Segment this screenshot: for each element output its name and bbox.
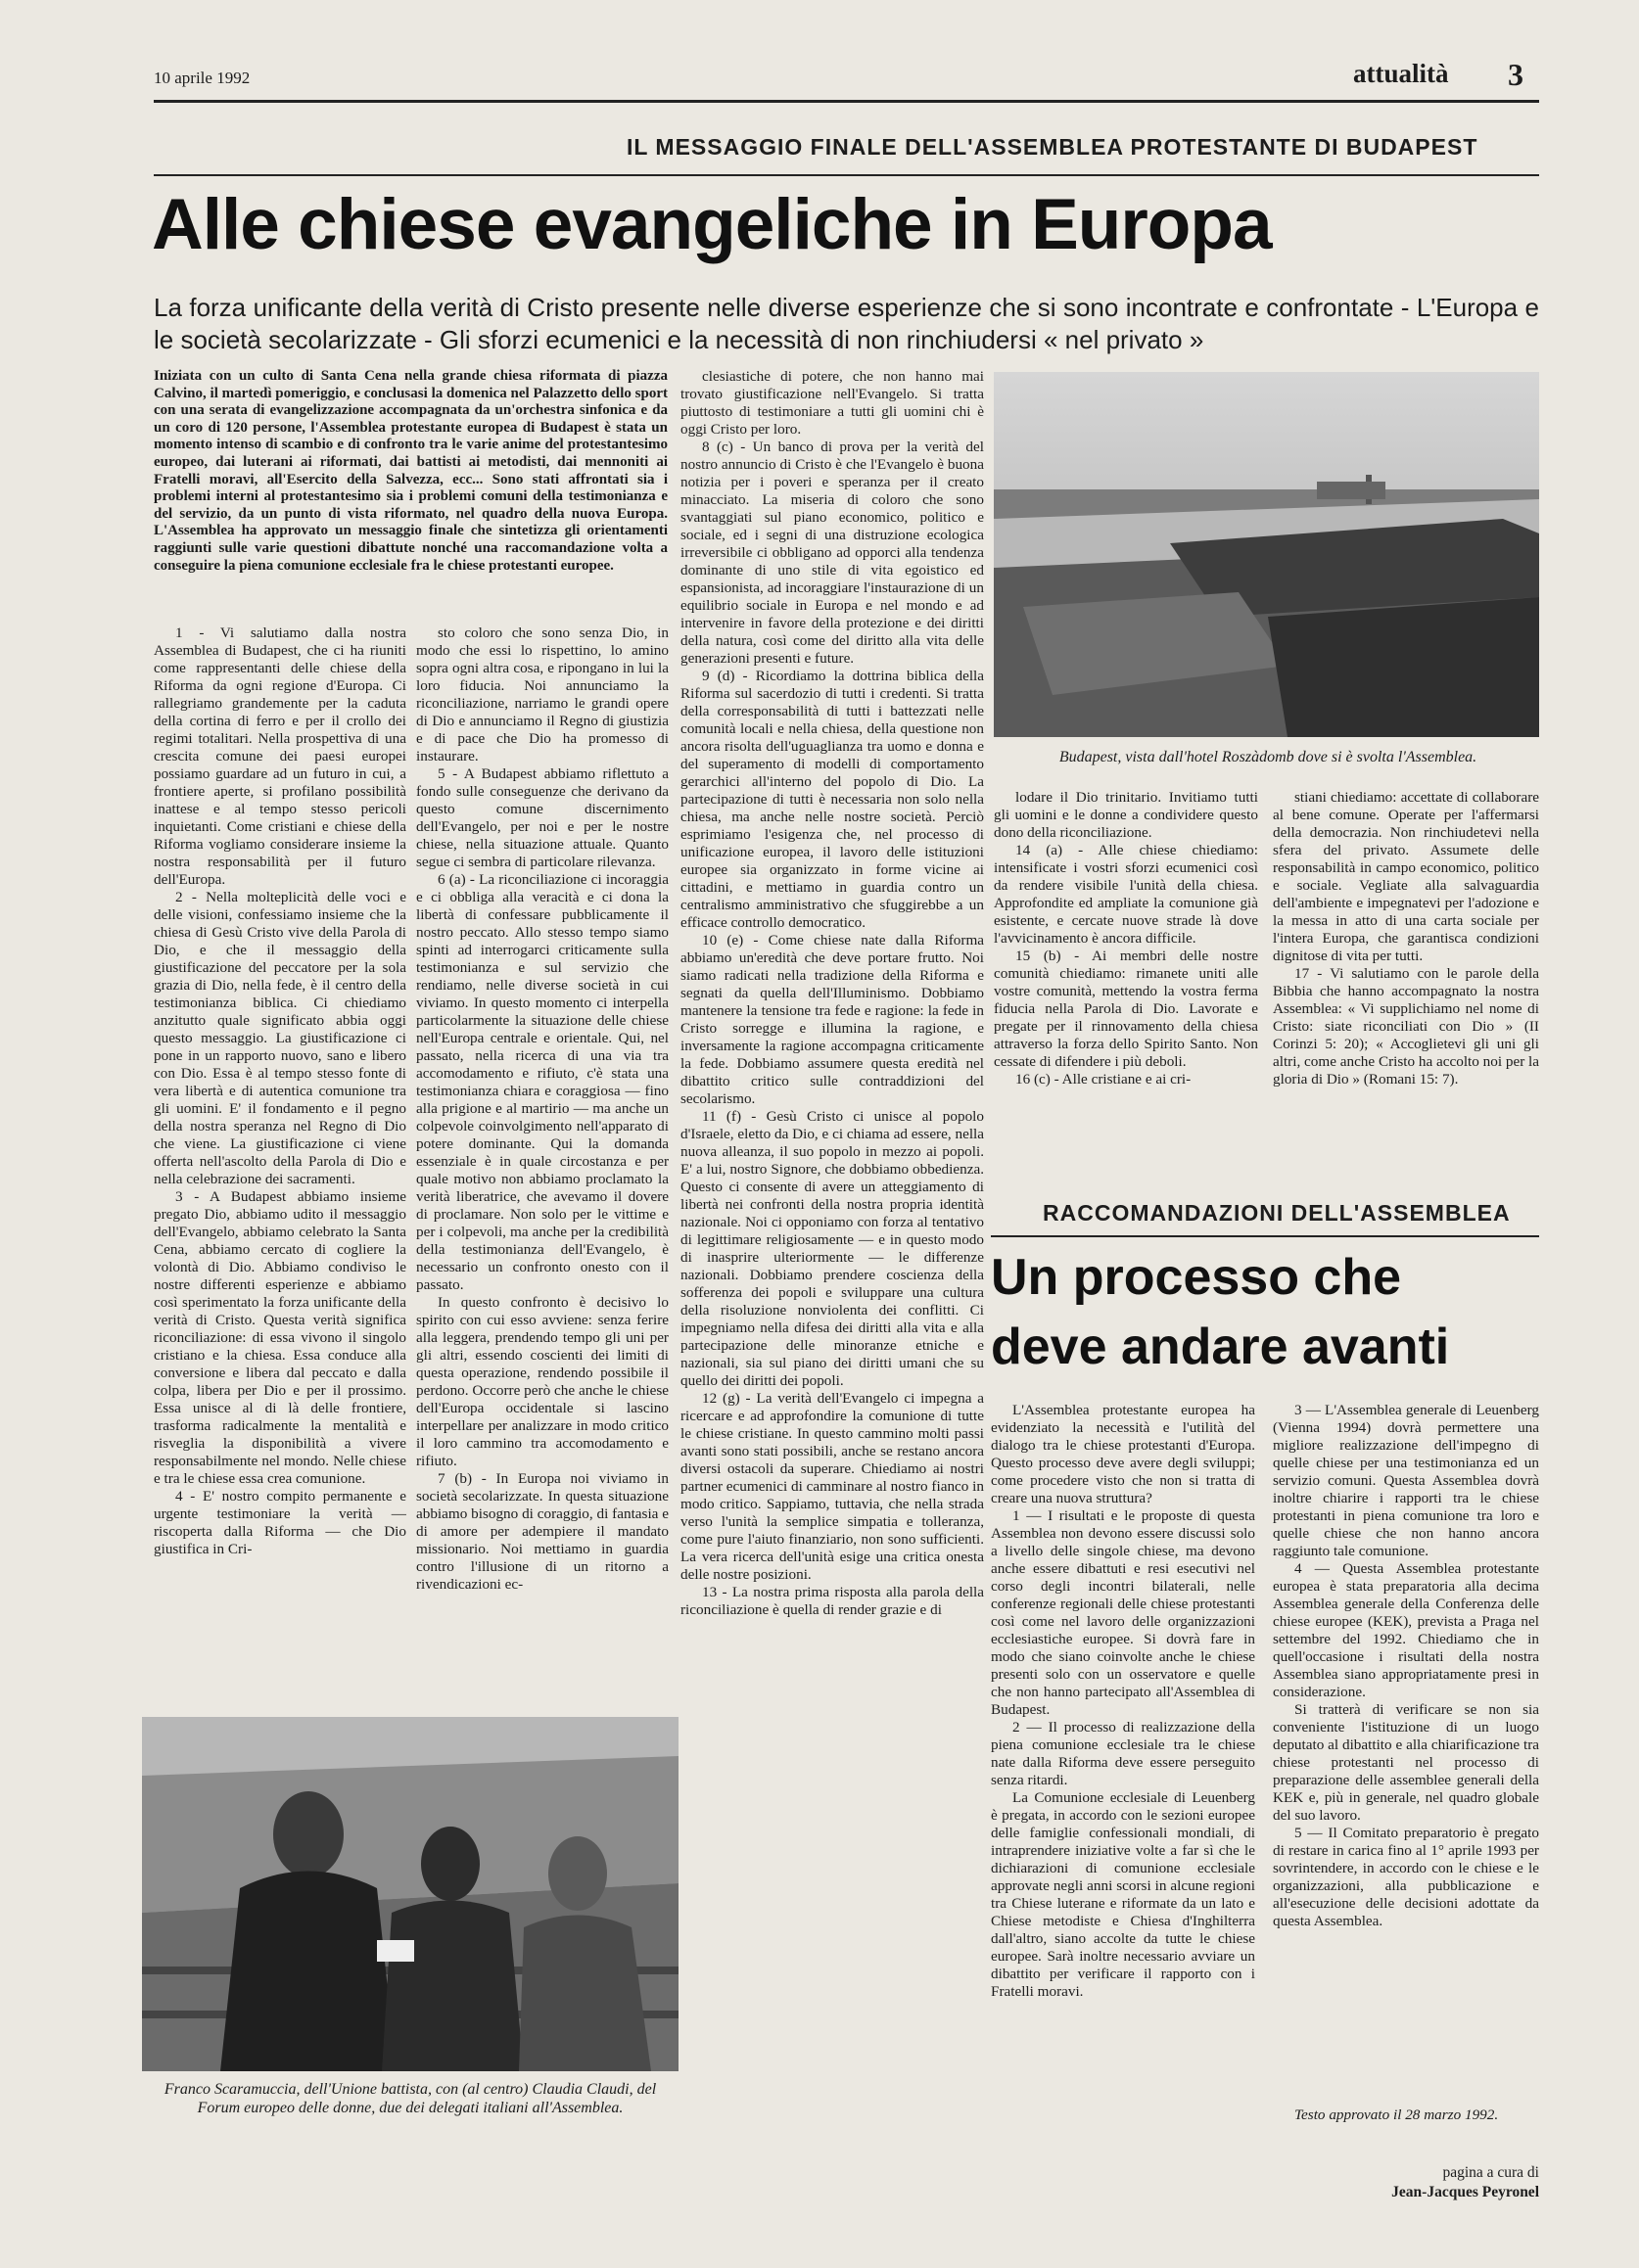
delegates-photo (142, 1717, 679, 2071)
paragraph: clesiastiche di potere, che non hanno mai trovato giustificazione nell'Evangelo. Si tratta piuttosto di testimoniare a tutti gli uomini chi è oggi Cristo per loro. (680, 368, 984, 438)
paragraph: 14 (a) - Alle chiese chiediamo: intensificate i vostri sforzi ecumenici così da rendere visibile l'unità della chiesa. Approfondite ed ampliate la comunione già esistente, e cercate nuove strade là dove l'avvicinamento è ancora difficile. (994, 842, 1258, 947)
paragraph: 2 - Nella molteplicità delle voci e delle visioni, confessiamo insieme che la chiesa di Gesù Cristo vive della Parola di Dio, e che il messaggio della giustificazione del peccatore per la sola grazia di Dio, nella fede, è il centro della testimonianza biblica. Ci chiediamo anzitutto quale significato abbia oggi questo messaggio. La giustificazione ci pone in un rapporto nuovo, sano e libero con Dio. Essa è al tempo stesso fonte di vera libertà e di autentica comunione tra gli uomini. E' il fondamento e il pegno della nostra speranza nel Regno di Dio che viene. La giustificazione ci viene offerta nell'ascolto della Parola di Dio e nella celebrazione dei sacramenti. (154, 889, 406, 1187)
issue-date: 10 aprile 1992 (154, 69, 251, 87)
paragraph: In questo confronto è decisivo lo spirito con cui esso avviene: senza ferire alla leggera, prendendo tempo gli uni per gli altri, essendo coscienti dei limiti di questa operazione, rendendo possibile il perdono. Occorre però che anche le chiese dell'Europa occidentale si lascino interpellare per analizzare in modo critico il loro cammino tra accomodamento e rifiuto. (416, 1294, 669, 1469)
article1-column-2 (416, 625, 669, 1709)
page-number: 3 (1508, 57, 1523, 92)
paragraph: stiani chiediamo: accettate di collaborare al bene comune. Operate per l'affermarsi della democrazia. Non rinchiudetevi nella sfera del privato. Assumete delle responsabilità in campo economico, politico e sociale. Vegliate alla salvaguardia dell'ambiente e impegnatevi per l'adozione e la messa in atto di una carta sociale per l'intera Europa, che garantisca condizioni dignitose di vita per tutti. (1273, 789, 1539, 964)
article2-rule (991, 1235, 1539, 1237)
credit-name: Jean-Jacques Peyronel (1391, 2184, 1539, 2200)
budapest-panorama-image (994, 372, 1539, 737)
paragraph: 12 (g) - La verità dell'Evangelo ci impegna a ricercare e ad approfondire la comunione di tutte le chiese cristiane. In questo cammino molti passi avanti sono stati possibili, anche se restano ancora diversi ostacoli da superare. Chiediamo ai nostri partner ecumenici di camminare al nostro fianco in modo critico. Sappiamo, tuttavia, che nella strada verso l'unità la semplice simpatia e tolleranza, come pure l'aiuto finanziario, non sono sufficienti. La vera ricerca dell'unità esige una critica onesta delle nostre posizioni. (680, 1390, 984, 1583)
paragraph: 6 (a) - La riconciliazione ci incoraggia e ci obbliga alla veracità e ci dona la libertà di confessare pubblicamente il nostro peccato. Allo stesso tempo siamo spinti ad interrogarci criticamente sulla testimonianza e sul servizio che rendiamo, nelle diverse società in cui viviamo. In questo momento ci interpella particolarmente la situazione delle chiese nell'Europa centrale e orientale. Qui, nel passato, nella ricerca di una via tra accomodamento e rifiuto, c'è stata una testimonianza chiara e coraggiosa — fino alla prigione e al martirio — ma anche un colpevole coinvolgimento nell'apparato di potere dominante. Qui la domanda essenziale è in quale circostanza e per quale motivo non abbiamo proclamato la verità liberatrice, che avevamo il dovere di proclamare. Non solo per le vittime e per i colpevoli, ma anche per la credibilità della testimonianza dell'Evangelo, è necessario un confronto onesto con il passato. (416, 871, 669, 1293)
paragraph: 16 (c) - Alle cristiane e ai cri- (1015, 1071, 1192, 1088)
article2-column-1 (991, 1402, 1255, 2136)
paragraph: 5 — Il Comitato preparatorio è pregato di restare in carica fino al 1° aprile 1993 per sovrintendere, in accordo con le chiese e le organizzazioni, alla pubblicazione e all'esecuzione delle decisioni adottate da questa Assemblea. (1273, 1825, 1539, 1929)
paragraph: La Comunione ecclesiale di Leuenberg è pregata, in accordo con le sezioni europee delle famiglie confessionali mondiali, di intraprendere iniziative volte a far sì che le dichiarazioni di comunione ecclesiale approvate negli anni scorsi in alcune regioni tra Chiese luterane e riformate da un lato e Chiese metodiste e Chiesa d'Inghilterra dall'altro, siano accolte da tutte le chiese europee. Sarà inoltre necessario avviare un dibattito per verificare il rapporto con i Fratelli moravi. (991, 1789, 1255, 2000)
paragraph: 3 — L'Assemblea generale di Leuenberg (Vienna 1994) dovrà permettere una migliore realizzazione dell'impegno di quelle chiese per una testimonianza ed un servizio comuni. Questa Assemblea dovrà inoltre chiarire i rapporti tra le chiese protestanti in piena comunione tra loro e quelle chiese che non hanno ancora raggiunto tale comunione. (1273, 1402, 1539, 1559)
paragraph: 17 - Vi salutiamo con le parole della Bibbia che hanno accompagnato la nostra Assemblea: « Vi supplichiamo nel nome di Cristo: siate riconciliati con Dio » (II Corinzi 5: 20); « Accoglietevi gli uni gli altri, come anche Cristo ha accolto noi per la gloria di Dio » (Romani 15: 7). (1273, 965, 1539, 1088)
header-rule (154, 100, 1539, 103)
paragraph: sto coloro che sono senza Dio, in modo che essi lo rispettino, lo amino sopra ogni altra cosa, e ripongano in lui la loro fiducia. Noi annunciamo la riconciliazione, narriamo le grandi opere di Dio e annunciamo il Regno di giustizia e di pace che Dio ha promesso di instaurare. (416, 625, 669, 764)
paragraph: 1 — I risultati e le proposte di questa Assemblea non devono essere discussi solo a livello delle singole chiese, ma devono anche essere dibattuti e resi esecutivi nel corso degli incontri bilaterali, nelle conferenze regionali delle chiese protestanti così come nel lavoro delle organizzazioni ecclesiastiche europee. Si dovrà fare in modo che siano coinvolte anche le chiese presenti solo con un osservatore e quelle che non hanno partecipato all'Assemblea di Budapest. (991, 1507, 1255, 1718)
kicker-rule (154, 174, 1539, 176)
paragraph: 8 (c) - Un banco di prova per la verità del nostro annuncio di Cristo è che l'Evangelo è buona notizia per i poveri e speranza per il creato minacciato. La miseria di coloro che sono svantaggiati sul piano economico, politico e sociale, ed i segni di una distruzione ecologica irreversibile ci obbligano ad opporci alla tendenza dominante di uno stile di vita egoistico ed espansionista, ad incoraggiare l'instaurazione di un equilibrio sociale in Europa e nel mondo e ad intervenire in favore della protezione e dei diritti della natura, così come del diritto alla vita delle generazioni presenti e future. (680, 439, 984, 667)
approval-note (1273, 2106, 1539, 2124)
budapest-photo-caption: Budapest, vista dall'hotel Roszàdomb dove si è svolta l'Assemblea. (1058, 749, 1477, 765)
paragraph: 5 - A Budapest abbiamo riflettuto a fondo sulle conseguenze che derivano da questo comune discernimento dell'Evangelo, per noi e per le nostre chiese, nella situazione attuale. Quanto segue ci sembra di particolare rilevanza. (416, 765, 669, 870)
paragraph: 11 (f) - Gesù Cristo ci unisce al popolo d'Israele, eletto da Dio, e ci chiama ad essere, nella nuova alleanza, il suo popolo in mezzo ai popoli. E' a lui, nostro Signore, che dobbiamo obbedienza. Questo ci consente di avere un atteggiamento di libertà nei confronti della nostra propria identità nazionale. Noi ci opponiamo con forza al tentativo di legittimare religiosamente — e in questo modo di inasprire ulteriormente — le differenze nazionali. Dobbiamo prendere coscienza della sofferenza dei popoli e sviluppare una cultura della risoluzione nonviolenta dei conflitti. Ci impegniamo nella difesa dei diritti alla vita e alla partecipazione delle minoranze etniche e nazionali, sia sul piano dei diritti umani che su quello dei diritti dei popoli. (680, 1108, 984, 1389)
delegates-photo-image (142, 1717, 679, 2071)
article1-lead: Iniziata con un culto di Santa Cena nella grande chiesa riformata di piazza Calvino, il martedì pomeriggio, e conclusasi la domenica nel Palazzetto dello sport con una serata di evangelizzazione accompagnata da un'orchestra sinfonica e da un coro di 120 persone, l'Assemblea protestante europea di Budapest è stata un momento intenso di scambio e di confronto tra le varie anime del protestantesimo europeo, dai luterani ai riformati, dai battisti ai metodisti, dai mennoniti ai Fratelli moravi, all'Esercito della Salvezza, ecc... Sono stati affrontati sia i problemi interni al protestantesimo sia i problemi comuni della testimonianza e del servizio, da un punto di vista riformato, nel quadro della nuova Europa. L'Assemblea ha approvato un messaggio finale che sintetizza gli orientamenti raggiunti sulle varie questioni dibattute nonché una raccomandazione volta a conseguire la piena comunione ecclesiale fra le chiese protestanti europee. (154, 368, 668, 574)
paragraph: 15 (b) - Ai membri delle nostre comunità chiediamo: rimanete uniti alle vostre comunità, mettendo la vostra ferma fiducia nella Parola di Dio. Lavorate e pregate per il rinnovamento della chiesa attraverso la forza dello Spirito Santo. Non cessate di difendere i più deboli. (994, 948, 1258, 1070)
approval-text: Testo approvato il 28 marzo 1992. (1294, 2106, 1499, 2123)
article1-column-4 (994, 789, 1258, 1114)
article2-column-2 (1273, 1402, 1539, 2106)
article2-title-line-2: deve andare avanti (991, 1319, 1450, 1375)
paragraph: 1 - Vi salutiamo dalla nostra Assemblea di Budapest, che ci ha riuniti come rappresentanti delle chiese della Riforma da ogni regione d'Europa. Ci rallegriamo grandemente per la caduta della cortina di ferro e per il crollo dei regimi totalitari. Nella prospettiva di una crescita comune dei paesi europei possiamo guardare ad un futuro in cui, a frontiere aperte, si profilano possibilità inattese e al tempo stesso pericoli inquietanti. Come cristiani e chiese della Riforma vogliamo considerare insieme la nostra responsabilità per il futuro dell'Europa. (154, 625, 406, 888)
section-name: attualità (1353, 59, 1449, 88)
paragraph: 4 - E' nostro compito permanente e urgente testimoniare la verità — riscoperta dalla Riforma — che Dio giustifica in Cri- (154, 1488, 406, 1557)
article1-title: Alle chiese evangeliche in Europa (152, 185, 1272, 264)
paragraph: 4 — Questa Assemblea protestante europea è stata preparatoria alla decima Assemblea generale della Conferenza delle chiese europee (KEK), prevista a Praga nel settembre del 1992. Chiediamo che in quell'occasione i risultati della nostra Assemblea siano appropriatamente presi in considerazione. (1273, 1560, 1539, 1700)
article2-title-line-1: Un processo che (991, 1249, 1402, 1306)
paragraph: 10 (e) - Come chiese nate dalla Riforma abbiamo un'eredità che deve portare frutto. Noi siamo radicati nella tradizione della Riforma e segnati da quella dell'Illuminismo. Dobbiamo mantenere la tensione tra fede e ragione: la fede in Cristo sorregge e illumina la ragione, e inversamente la ragione accompagna criticamente la fede. Dobbiamo assumere questa eredità nel dibattito critico sulle contraddizioni del secolarismo. (680, 932, 984, 1107)
article1-subtitle: La forza unificante della verità di Cristo presente nelle diverse esperienze che si sono incontrate e confrontate - L'Europa e le società secolarizzate - Gli sforzi ecumenici e la necessità di non rinchiudersi « nel privato » (154, 293, 1539, 354)
article1-column-3 (680, 368, 984, 2099)
article1-column-5 (1273, 789, 1539, 1114)
paragraph: lodare il Dio trinitario. Invitiamo tutti gli uomini e le donne a condividere questo dono della riconciliazione. (994, 789, 1258, 841)
paragraph: 13 - La nostra prima risposta alla parola della riconciliazione è quella di render grazie e di (680, 1584, 984, 1618)
paragraph: 2 — Il processo di realizzazione della piena comunione ecclesiale tra le chiese nate dalla Riforma deve essere perseguito senza ritardi. (991, 1719, 1255, 1788)
paragraph: L'Assemblea protestante europea ha evidenziato la necessità e l'utilità del dialogo tra le chiese protestanti d'Europa. Questo processo deve avere degli sviluppi; come procedere visto che non si tratta di creare una nuova struttura? (991, 1402, 1255, 1506)
credit-line: pagina a cura di (1442, 2164, 1539, 2181)
delegates-photo-caption: Franco Scaramuccia, dell'Unione battista, con (al centro) Claudia Claudi, del Forum europeo delle donne, due dei delegati italiani all'Assemblea. (164, 2081, 657, 2116)
article2-kicker: RACCOMANDAZIONI DELL'ASSEMBLEA (1043, 1200, 1511, 1226)
budapest-panorama-photo (994, 372, 1539, 737)
article1-kicker: IL MESSAGGIO FINALE DELL'ASSEMBLEA PROTESTANTE DI BUDAPEST (627, 134, 1478, 160)
paragraph: 9 (d) - Ricordiamo la dottrina biblica della Riforma sul sacerdozio di tutti i credenti. Si tratta della corresponsabilità di tutti i battezzati nelle comunità locali e nella chiesa, della questione non ancora risolta dell'uguaglianza tra uomo e donna e del superamento di modelli di comportamento gerarchici all'interno del popolo di Dio. La partecipazione di tutti è necessaria non solo nella chiesa, ma anche nelle nostre società. Perciò esprimiamo l'esigenza che, nel processo di unificazione europea, il lavoro delle istituzioni europee sia organizzato in forme vicine ai cittadini, e mettiamo in guardia contro un centralismo amministrativo che sfuggirebbe a un efficace controllo democratico. (680, 668, 984, 931)
paragraph: Si tratterà di verificare se non sia conveniente l'istituzione di un luogo deputato al dibattito e alla chiarificazione tra chiese protestanti nel processo di preparazione delle assemblee generali della KEK e, più in generale, nel quadro globale del suo lavoro. (1273, 1701, 1539, 1824)
paragraph: 7 (b) - In Europa noi viviamo in società secolarizzate. In questa situazione abbiamo bisogno di coraggio, di fantasia e di amore per adempiere il mandato missionario. Noi mettiamo in guardia contro l'illusione di un ritorno a rivendicazioni ec- (416, 1470, 669, 1593)
paragraph: 3 - A Budapest abbiamo insieme pregato Dio, abbiamo udito il messaggio dell'Evangelo, abbiamo celebrato la Santa Cena, abbiamo cercato di cogliere la volontà di Dio. Abbiamo condiviso le nostre differenti esperienze e abbiamo così sperimentato la forza unificante della verità di Cristo. Questa verità significa riconciliazione: di essa vivono il singolo cristiano e la chiesa. Essa conduce alla conversione e libera dal peccato e dalla colpa, libera per Dio e per il prossimo. Essa unisce al di là delle frontiere, trasforma radicalmente la mentalità e risveglia la disponibilità a vivere responsabilmente nel mondo. Nelle chiese e tra le chiese essa crea comunione. (154, 1188, 406, 1487)
article1-column-1 (154, 625, 406, 1709)
